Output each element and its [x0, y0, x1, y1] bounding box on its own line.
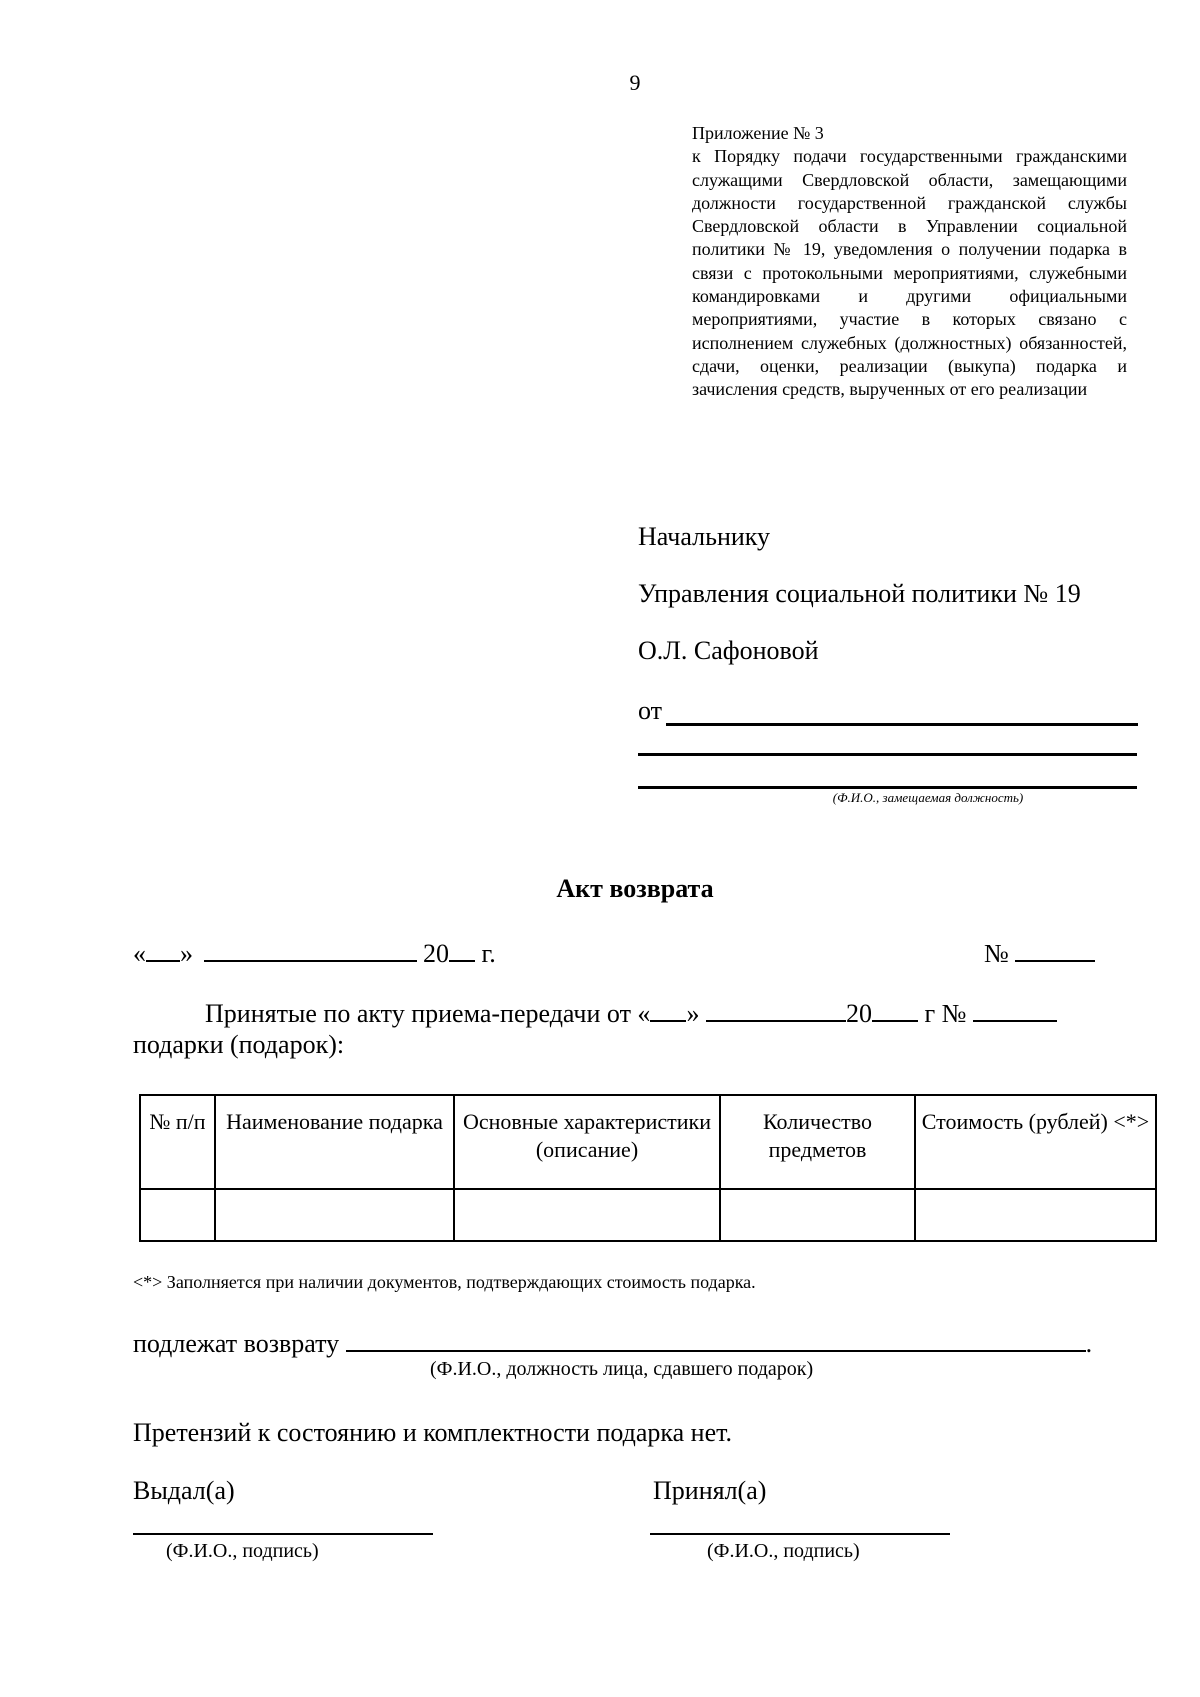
return-end: . — [1085, 1329, 1093, 1358]
from-label: от — [638, 696, 663, 725]
received-caption: (Ф.И.О., подпись) — [707, 1540, 860, 1562]
col-header-description: Основные характеристики (описание) — [454, 1095, 720, 1189]
cell-quantity[interactable] — [720, 1189, 915, 1241]
date-close-quote: » — [180, 939, 193, 968]
issued-signature-line[interactable] — [133, 1533, 433, 1535]
issued-label: Выдал(а) — [133, 1476, 235, 1505]
act-title: Акт возврата — [556, 874, 714, 903]
accepted-close-quote: » — [686, 999, 700, 1028]
received-label: Принял(а) — [653, 1476, 767, 1505]
accepted-day-field[interactable] — [650, 996, 686, 1022]
act-number-field[interactable] — [1015, 936, 1095, 962]
year-prefix: 20 — [423, 939, 449, 968]
appendix-block — [692, 122, 1127, 402]
accepted-month-field[interactable] — [706, 996, 846, 1022]
col-header-cost: Стоимость (рублей) <*> — [915, 1095, 1156, 1189]
addressee-line-2: Управления социальной политики № 19 — [638, 579, 1081, 608]
accepted-suffix: г № — [917, 999, 967, 1028]
accepted-text: Принятые по акту приема-передачи от « — [205, 999, 651, 1028]
col-header-quantity: Количество предметов — [720, 1095, 915, 1189]
from-underline-2 — [638, 753, 1137, 756]
col-header-name: Наименование подарка — [215, 1095, 454, 1189]
date-open-quote: « — [133, 939, 146, 968]
col-header-number: № п/п — [140, 1095, 215, 1189]
return-line — [133, 1326, 1092, 1359]
year-field[interactable] — [449, 936, 475, 962]
return-caption: (Ф.И.О., должность лица, сдавшего подарок) — [430, 1358, 814, 1380]
gifts-table — [139, 1094, 1157, 1242]
appendix-title: Приложение № 3 — [692, 123, 824, 143]
addressee-line-1: Начальнику — [638, 522, 771, 551]
cell-cost[interactable] — [915, 1189, 1156, 1241]
accepted-line — [205, 996, 1057, 1029]
return-person-field[interactable] — [346, 1326, 1086, 1352]
footnote: <*> Заполняется при наличии документов, подтверждающих стоимость подарка. — [133, 1272, 756, 1292]
year-suffix: г. — [475, 939, 496, 968]
table-header-row — [140, 1095, 1156, 1189]
number-label: № — [984, 939, 1009, 968]
return-label: подлежат возврату — [133, 1329, 340, 1358]
day-field[interactable] — [146, 936, 180, 962]
act-number-line — [984, 936, 1095, 969]
from-underline-3 — [638, 786, 1137, 789]
month-field[interactable] — [204, 936, 417, 962]
cell-description[interactable] — [454, 1189, 720, 1241]
from-caption: (Ф.И.О., замещаемая должность) — [832, 790, 1024, 805]
from-field[interactable] — [638, 696, 1138, 726]
claims-statement: Претензий к состоянию и комплектности подарка нет. — [133, 1418, 733, 1447]
cell-name[interactable] — [215, 1189, 454, 1241]
accepted-line-2: подарки (подарок): — [133, 1030, 345, 1059]
act-date-line — [133, 936, 496, 969]
from-underline — [666, 697, 1138, 726]
appendix-text: к Порядку подачи государственными гражданскими служащими Свердловской области, замещающими должности государственной гражданской службы Свердловской области в Управлении социальной политики № 19, уведомления о получении подарка в связи с протокольными мероприятиями, служебными командировками и другими официальными мероприятиями, участие в которых связано с исполнением служебных (должностных) обязанностей, сдачи, оценки, реализации (выкупа) подарка и зачисления средств, вырученных от его реализации — [692, 146, 1127, 400]
accepted-year-prefix: 20 — [845, 999, 872, 1028]
accepted-year-field[interactable] — [872, 996, 918, 1022]
cell-number[interactable] — [140, 1189, 215, 1241]
issued-caption: (Ф.И.О., подпись) — [166, 1540, 319, 1562]
accepted-number-field[interactable] — [973, 996, 1057, 1022]
page-number: 9 — [629, 70, 641, 95]
table-row — [140, 1189, 1156, 1241]
received-signature-line[interactable] — [650, 1533, 950, 1535]
addressee-line-3: О.Л. Сафоновой — [638, 636, 819, 665]
